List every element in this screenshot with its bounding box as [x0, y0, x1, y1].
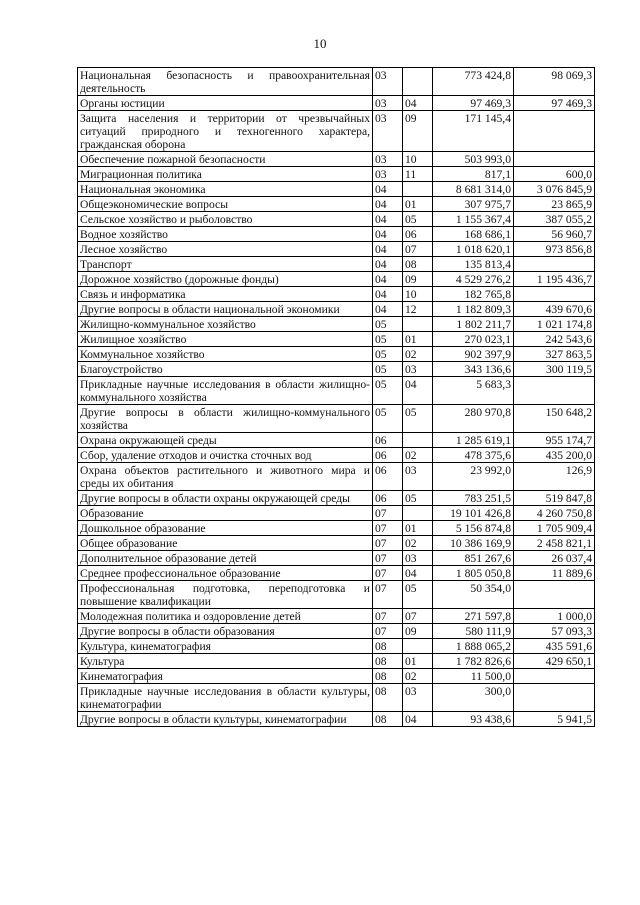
row-subvention-cell: 150 648,2	[514, 405, 595, 433]
row-section-cell: 05	[373, 377, 403, 405]
row-subvention-cell: 327 863,5	[514, 347, 595, 362]
table-row	[78, 242, 595, 257]
row-amount-cell: 5 156 874,8	[433, 521, 514, 536]
table-row	[78, 96, 595, 111]
row-name-cell: Миграционная политика	[78, 167, 373, 182]
row-subsection-cell: 05	[403, 405, 433, 433]
row-amount-cell: 11 500,0	[433, 669, 514, 684]
row-amount-cell: 1 155 367,4	[433, 212, 514, 227]
row-name-cell: Профессиональная подготовка, переподготовка и повышение квалификации	[78, 581, 373, 609]
row-subvention-cell: 57 093,3	[514, 624, 595, 639]
row-subvention-cell: 3 076 845,9	[514, 182, 595, 197]
row-name-cell: Прикладные научные исследования в области культуры, кинематографии	[78, 684, 373, 712]
row-amount-cell: 300,0	[433, 684, 514, 712]
table-row	[78, 551, 595, 566]
table-row	[78, 654, 595, 669]
table-row	[78, 669, 595, 684]
row-name-cell: Защита населения и территории от чрезвычайных ситуаций природного и техногенного характера, гражданская оборона	[78, 111, 373, 152]
row-name-cell: Молодежная политика и оздоровление детей	[78, 609, 373, 624]
row-subsection-cell: 02	[403, 448, 433, 463]
row-name-cell: Прикладные научные исследования в области жилищно- коммунального хозяйства	[78, 377, 373, 405]
budget-table	[77, 67, 595, 727]
row-amount-cell: 8 681 314,0	[433, 182, 514, 197]
row-subsection-cell: 04	[403, 566, 433, 581]
table-row	[78, 639, 595, 654]
row-subsection-cell: 05	[403, 581, 433, 609]
row-amount-cell: 135 813,4	[433, 257, 514, 272]
row-subvention-cell: 97 469,3	[514, 96, 595, 111]
row-name-cell: Водное хозяйство	[78, 227, 373, 242]
row-section-cell: 07	[373, 609, 403, 624]
row-amount-cell: 783 251,5	[433, 491, 514, 506]
row-amount-cell: 343 136,6	[433, 362, 514, 377]
row-amount-cell: 1 782 826,6	[433, 654, 514, 669]
row-subsection-cell: 10	[403, 152, 433, 167]
row-section-cell: 07	[373, 521, 403, 536]
row-name-cell: Культура, кинематография	[78, 639, 373, 654]
table-row	[78, 182, 595, 197]
row-section-cell: 08	[373, 639, 403, 654]
table-row	[78, 317, 595, 332]
table-row	[78, 362, 595, 377]
row-subvention-cell: 4 260 750,8	[514, 506, 595, 521]
table-row	[78, 272, 595, 287]
row-section-cell: 03	[373, 68, 403, 96]
row-name-cell: Органы юстиции	[78, 96, 373, 111]
row-subvention-cell	[514, 111, 595, 152]
row-section-cell: 03	[373, 111, 403, 152]
row-subsection-cell: 03	[403, 551, 433, 566]
row-name-cell: Кинематография	[78, 669, 373, 684]
row-section-cell: 04	[373, 287, 403, 302]
row-subvention-cell: 2 458 821,1	[514, 536, 595, 551]
row-amount-cell: 19 101 426,8	[433, 506, 514, 521]
row-section-cell: 03	[373, 96, 403, 111]
table-row	[78, 448, 595, 463]
row-section-cell: 03	[373, 152, 403, 167]
row-section-cell: 03	[373, 167, 403, 182]
row-subvention-cell: 439 670,6	[514, 302, 595, 317]
row-name-cell: Другие вопросы в области образования	[78, 624, 373, 639]
row-section-cell: 07	[373, 551, 403, 566]
row-section-cell: 04	[373, 197, 403, 212]
row-subvention-cell: 126,9	[514, 463, 595, 491]
table-row	[78, 433, 595, 448]
row-section-cell: 05	[373, 332, 403, 347]
budget-table-body	[78, 68, 595, 727]
table-row	[78, 257, 595, 272]
row-name-cell: Дорожное хозяйство (дорожные фонды)	[78, 272, 373, 287]
row-subvention-cell: 1 705 909,4	[514, 521, 595, 536]
row-name-cell: Охрана объектов растительного и животного мира и среды их обитания	[78, 463, 373, 491]
row-name-cell: Связь и информатика	[78, 287, 373, 302]
row-amount-cell: 93 438,6	[433, 712, 514, 727]
row-subsection-cell: 07	[403, 609, 433, 624]
row-subsection-cell: 05	[403, 212, 433, 227]
row-subsection-cell: 04	[403, 96, 433, 111]
row-subvention-cell	[514, 152, 595, 167]
row-subsection-cell: 11	[403, 167, 433, 182]
table-row	[78, 491, 595, 506]
row-subvention-cell: 435 200,0	[514, 448, 595, 463]
table-row	[78, 227, 595, 242]
row-section-cell: 07	[373, 581, 403, 609]
row-amount-cell: 10 386 169,9	[433, 536, 514, 551]
row-amount-cell: 503 993,0	[433, 152, 514, 167]
row-name-cell: Коммунальное хозяйство	[78, 347, 373, 362]
row-amount-cell: 580 111,9	[433, 624, 514, 639]
row-section-cell: 06	[373, 448, 403, 463]
row-section-cell: 08	[373, 669, 403, 684]
row-section-cell: 04	[373, 242, 403, 257]
row-amount-cell: 171 145,4	[433, 111, 514, 152]
row-subvention-cell	[514, 684, 595, 712]
row-amount-cell: 1 805 050,8	[433, 566, 514, 581]
table-row	[78, 111, 595, 152]
row-subvention-cell: 429 650,1	[514, 654, 595, 669]
row-name-cell: Жилищно-коммунальное хозяйство	[78, 317, 373, 332]
table-row	[78, 347, 595, 362]
row-amount-cell: 5 683,3	[433, 377, 514, 405]
row-amount-cell: 50 354,0	[433, 581, 514, 609]
row-subsection-cell: 06	[403, 227, 433, 242]
row-section-cell: 05	[373, 347, 403, 362]
row-subvention-cell: 1 195 436,7	[514, 272, 595, 287]
row-subsection-cell: 03	[403, 463, 433, 491]
row-amount-cell: 168 686,1	[433, 227, 514, 242]
row-name-cell: Благоустройство	[78, 362, 373, 377]
row-amount-cell: 23 992,0	[433, 463, 514, 491]
row-name-cell: Дошкольное образование	[78, 521, 373, 536]
row-name-cell: Сельское хозяйство и рыболовство	[78, 212, 373, 227]
row-amount-cell: 1 285 619,1	[433, 433, 514, 448]
row-subvention-cell: 11 889,6	[514, 566, 595, 581]
row-name-cell: Общеэкономические вопросы	[78, 197, 373, 212]
row-section-cell: 04	[373, 182, 403, 197]
row-subvention-cell	[514, 287, 595, 302]
row-subvention-cell: 5 941,5	[514, 712, 595, 727]
row-section-cell: 06	[373, 463, 403, 491]
row-subsection-cell: 02	[403, 669, 433, 684]
row-amount-cell: 270 023,1	[433, 332, 514, 347]
row-section-cell: 05	[373, 362, 403, 377]
row-name-cell: Другие вопросы в области культуры, кинематографии	[78, 712, 373, 727]
row-subsection-cell: 09	[403, 111, 433, 152]
row-name-cell: Лесное хозяйство	[78, 242, 373, 257]
row-name-cell: Национальная экономика	[78, 182, 373, 197]
table-row	[78, 712, 595, 727]
row-name-cell: Жилищное хозяйство	[78, 332, 373, 347]
row-name-cell: Культура	[78, 654, 373, 669]
row-amount-cell: 851 267,6	[433, 551, 514, 566]
table-row	[78, 536, 595, 551]
row-amount-cell: 902 397,9	[433, 347, 514, 362]
row-section-cell: 07	[373, 566, 403, 581]
row-amount-cell: 97 469,3	[433, 96, 514, 111]
row-section-cell: 07	[373, 536, 403, 551]
row-name-cell: Другие вопросы в области национальной экономики	[78, 302, 373, 317]
row-section-cell: 06	[373, 433, 403, 448]
row-name-cell: Среднее профессиональное образование	[78, 566, 373, 581]
row-subsection-cell: 04	[403, 712, 433, 727]
row-subsection-cell: 03	[403, 362, 433, 377]
row-subvention-cell	[514, 257, 595, 272]
row-subsection-cell: 12	[403, 302, 433, 317]
table-row	[78, 377, 595, 405]
row-subsection-cell: 08	[403, 257, 433, 272]
row-subvention-cell: 435 591,6	[514, 639, 595, 654]
row-section-cell: 04	[373, 212, 403, 227]
row-subvention-cell: 23 865,9	[514, 197, 595, 212]
row-name-cell: Национальная безопасность и правоохранительная деятельность	[78, 68, 373, 96]
row-section-cell: 06	[373, 491, 403, 506]
row-amount-cell: 1 182 809,3	[433, 302, 514, 317]
table-row	[78, 152, 595, 167]
row-section-cell: 04	[373, 257, 403, 272]
row-subsection-cell: 10	[403, 287, 433, 302]
row-amount-cell: 280 970,8	[433, 405, 514, 433]
row-subsection-cell: 04	[403, 377, 433, 405]
row-subsection-cell	[403, 182, 433, 197]
row-subsection-cell: 05	[403, 491, 433, 506]
table-row	[78, 506, 595, 521]
row-subsection-cell: 01	[403, 332, 433, 347]
row-subvention-cell	[514, 581, 595, 609]
row-section-cell: 04	[373, 227, 403, 242]
row-subsection-cell: 09	[403, 272, 433, 287]
row-subsection-cell: 01	[403, 654, 433, 669]
row-subvention-cell: 955 174,7	[514, 433, 595, 448]
row-subsection-cell: 03	[403, 684, 433, 712]
row-subsection-cell: 01	[403, 197, 433, 212]
row-amount-cell: 1 018 620,1	[433, 242, 514, 257]
row-amount-cell: 773 424,8	[433, 68, 514, 96]
table-row	[78, 302, 595, 317]
row-subsection-cell: 01	[403, 521, 433, 536]
row-section-cell: 08	[373, 684, 403, 712]
row-name-cell: Другие вопросы в области охраны окружающей среды	[78, 491, 373, 506]
table-row	[78, 581, 595, 609]
table-row	[78, 287, 595, 302]
row-subvention-cell: 387 055,2	[514, 212, 595, 227]
row-subvention-cell	[514, 377, 595, 405]
row-section-cell: 07	[373, 506, 403, 521]
row-subvention-cell: 242 543,6	[514, 332, 595, 347]
row-amount-cell: 1 802 211,7	[433, 317, 514, 332]
row-amount-cell: 307 975,7	[433, 197, 514, 212]
table-row	[78, 609, 595, 624]
table-row	[78, 624, 595, 639]
row-subvention-cell: 600,0	[514, 167, 595, 182]
row-subvention-cell: 98 069,3	[514, 68, 595, 96]
row-subsection-cell	[403, 317, 433, 332]
row-subvention-cell: 300 119,5	[514, 362, 595, 377]
table-row	[78, 684, 595, 712]
row-subvention-cell: 973 856,8	[514, 242, 595, 257]
row-subsection-cell: 09	[403, 624, 433, 639]
table-row	[78, 167, 595, 182]
table-row	[78, 197, 595, 212]
row-section-cell: 08	[373, 654, 403, 669]
row-amount-cell: 271 597,8	[433, 609, 514, 624]
row-subsection-cell: 02	[403, 536, 433, 551]
row-subvention-cell: 1 021 174,8	[514, 317, 595, 332]
row-subsection-cell	[403, 433, 433, 448]
page-number: 10	[313, 36, 327, 51]
row-amount-cell: 182 765,8	[433, 287, 514, 302]
row-amount-cell: 478 375,6	[433, 448, 514, 463]
row-section-cell: 04	[373, 272, 403, 287]
table-row	[78, 463, 595, 491]
row-name-cell: Обеспечение пожарной безопасности	[78, 152, 373, 167]
row-subsection-cell	[403, 506, 433, 521]
row-section-cell: 05	[373, 317, 403, 332]
row-section-cell: 07	[373, 624, 403, 639]
row-name-cell: Охрана окружающей среды	[78, 433, 373, 448]
table-row	[78, 68, 595, 96]
row-subvention-cell	[514, 669, 595, 684]
row-subvention-cell: 56 960,7	[514, 227, 595, 242]
row-name-cell: Транспорт	[78, 257, 373, 272]
row-section-cell: 04	[373, 302, 403, 317]
row-section-cell: 08	[373, 712, 403, 727]
row-subsection-cell	[403, 639, 433, 654]
table-row	[78, 212, 595, 227]
row-name-cell: Сбор, удаление отходов и очистка сточных вод	[78, 448, 373, 463]
row-amount-cell: 4 529 276,2	[433, 272, 514, 287]
row-name-cell: Образование	[78, 506, 373, 521]
row-section-cell: 05	[373, 405, 403, 433]
table-row	[78, 405, 595, 433]
table-row	[78, 521, 595, 536]
row-subvention-cell: 1 000,0	[514, 609, 595, 624]
row-name-cell: Дополнительное образование детей	[78, 551, 373, 566]
row-subsection-cell: 07	[403, 242, 433, 257]
row-amount-cell: 817,1	[433, 167, 514, 182]
row-subsection-cell: 02	[403, 347, 433, 362]
row-subsection-cell	[403, 68, 433, 96]
table-row	[78, 566, 595, 581]
row-amount-cell: 1 888 065,2	[433, 639, 514, 654]
row-name-cell: Общее образование	[78, 536, 373, 551]
table-row	[78, 332, 595, 347]
row-subvention-cell: 26 037,4	[514, 551, 595, 566]
row-name-cell: Другие вопросы в области жилищно-коммунального хозяйства	[78, 405, 373, 433]
row-subvention-cell: 519 847,8	[514, 491, 595, 506]
